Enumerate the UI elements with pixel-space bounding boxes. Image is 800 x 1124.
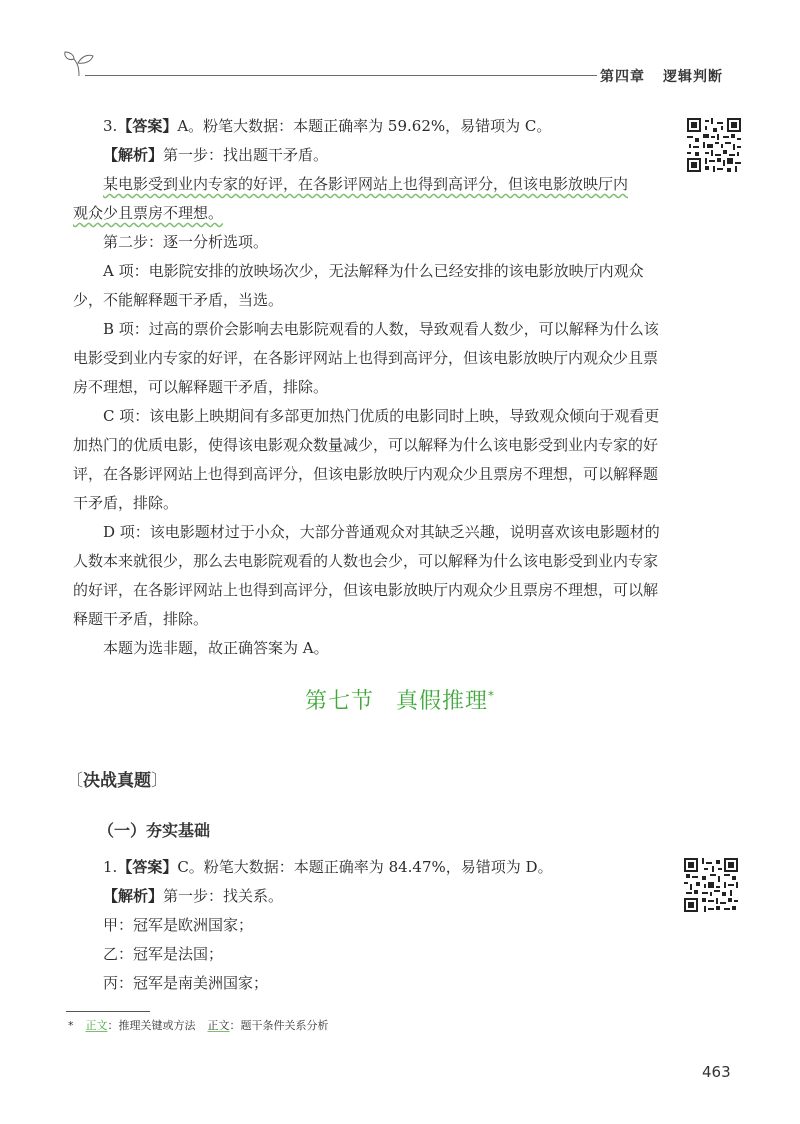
analysis-tag: 【解析】 <box>103 146 164 164</box>
answer-line <box>73 112 663 141</box>
option-b-analysis: B 项：过高的票价会影响去电影院观看的人数，导致观看人数少，可以解释为什么该电影受到业内专家的好评，在各影评网站上也得到高评分，但该电影放映厅内观众少且票房不理想，可以解释题干矛盾，排除。 <box>73 320 659 396</box>
chapter-heading <box>600 66 723 88</box>
answer-text: C。粉笔大数据：本题正确率为 84.47%，易错项为 D。 <box>177 858 553 876</box>
answer-text: A。粉笔大数据：本题正确率为 59.62%，易错项为 C。 <box>177 117 552 135</box>
answer-tag: 【答案】 <box>117 117 178 135</box>
practice-label: 决战真题 <box>83 771 151 791</box>
analysis-line <box>73 882 663 911</box>
analysis-tag: 【解析】 <box>103 887 164 905</box>
footnote-label-2: 正文 <box>207 1019 230 1032</box>
analysis-step-1: 第一步：找关系。 <box>163 887 284 905</box>
bracket-open: 〔 <box>66 771 83 791</box>
header-rule <box>85 75 597 76</box>
chapter-number: 第四章 <box>600 69 645 85</box>
chapter-title: 逻辑判断 <box>663 69 723 85</box>
section-number: 第七节 <box>304 689 374 714</box>
option-d-analysis: D 项：该电影题材过于小众，大部分普通观众对其缺乏兴趣，说明喜欢该电影题材的人数本来就很少，那么去电影院观看的人数也会少，可以解释为什么该电影受到业内专家的好评，在各影评网站上也得到高评分，但该电影放映厅内观众少且票房不理想，可以解释题干矛盾，排除。 <box>73 523 660 628</box>
footnote-rule <box>66 1011 150 1012</box>
analysis-step-1: 第一步：找出题干矛盾。 <box>163 146 329 164</box>
section-title: 真假推理 <box>396 689 489 714</box>
answer-tag: 【答案】 <box>117 858 178 876</box>
question-1-explanation <box>73 853 663 998</box>
sprout-icon <box>62 48 96 78</box>
footnote-text-1: ：推理关键或方法 <box>107 1019 196 1032</box>
footnote-star: * <box>68 1019 74 1032</box>
footnote-label-1: 正文 <box>85 1019 108 1032</box>
conflict-statement-line-2: 观众少且票房不理想。 <box>73 204 224 222</box>
option-a-analysis: A 项：电影院安排的放映场次少，无法解释为什么已经安排的该电影放映厅内观众少，不能解释题干矛盾，当选。 <box>73 262 644 309</box>
question-3-explanation <box>73 112 663 663</box>
subsection-heading: （一）夯实基础 <box>98 821 211 840</box>
analysis-step-2: 第二步：逐一分析选项。 <box>103 233 269 251</box>
footnote <box>68 1017 329 1033</box>
practice-heading <box>66 766 168 791</box>
bracket-close: 〕 <box>151 771 168 791</box>
section-heading <box>0 684 800 715</box>
section-mark: * <box>488 688 496 703</box>
qr-code-icon[interactable] <box>687 118 741 172</box>
analysis-line <box>73 141 663 170</box>
statement-yi: 乙：冠军是法国； <box>103 945 224 963</box>
qr-code-icon[interactable] <box>684 858 738 912</box>
page-number: 463 <box>702 1063 731 1081</box>
conclusion: 本题为选非题，故正确答案为 A。 <box>103 639 329 657</box>
conflict-statement-line-1: 某电影受到业内专家的好评，在各影评网站上也得到高评分，但该电影放映厅内 <box>103 175 629 193</box>
footnote-text-2: ：题干条件关系分析 <box>229 1019 329 1032</box>
answer-line <box>73 853 663 882</box>
question-number: 1. <box>103 858 118 876</box>
statement-bing: 丙：冠军是南美洲国家； <box>103 974 269 992</box>
question-number: 3. <box>103 117 118 135</box>
option-c-analysis: C 项：该电影上映期间有多部更加热门优质的电影同时上映，导致观众倾向于观看更加热门的优质电影，使得该电影观众数量减少，可以解释为什么该电影受到业内专家的好评，在各影评网站上也得到高评分，但该电影放映厅内观众少且票房不理想，可以解释题干矛盾，排除。 <box>73 407 660 512</box>
statement-jia: 甲：冠军是欧洲国家； <box>103 916 254 934</box>
